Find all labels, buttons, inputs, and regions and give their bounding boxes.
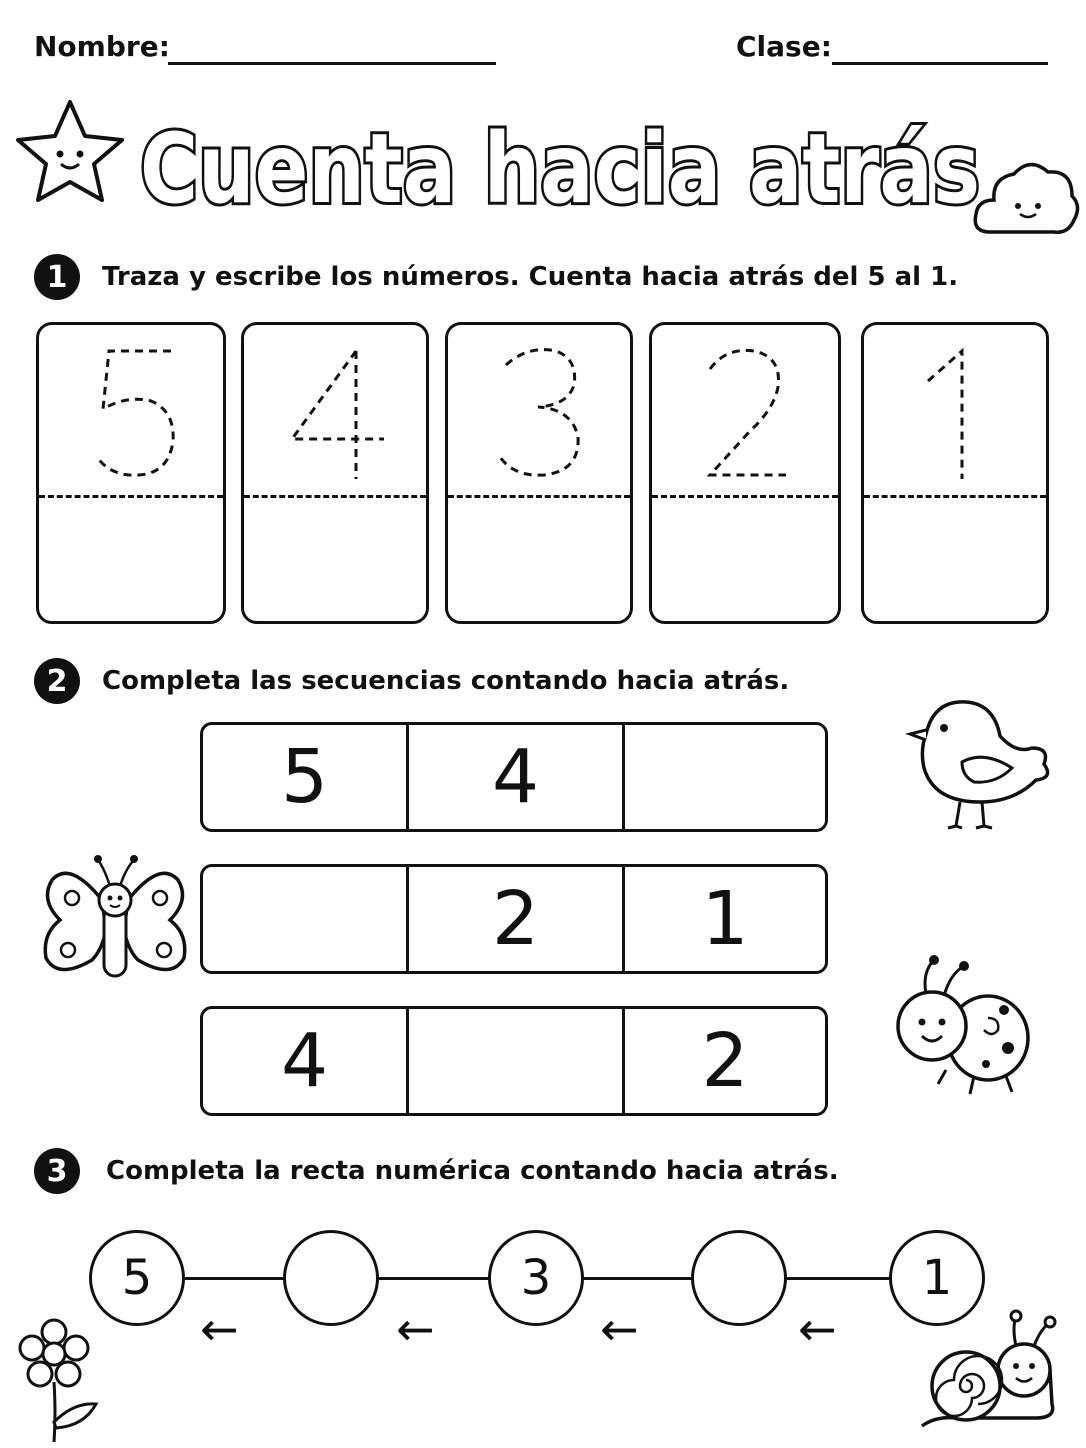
sequence-cell: 2: [622, 1009, 825, 1113]
sequence-row-3: [200, 1006, 828, 1116]
number-circle: 5: [89, 1230, 185, 1326]
sequence-cell: 2: [406, 867, 622, 971]
sequence-blank-cell[interactable]: [622, 725, 825, 829]
name-field[interactable]: [168, 62, 496, 65]
trace-card-1[interactable]: [861, 322, 1049, 624]
sequence-blank-cell[interactable]: [406, 1009, 622, 1113]
sequence-row-2: [200, 864, 828, 974]
flower-icon: [14, 1318, 114, 1444]
section-1-number: 1: [34, 254, 80, 300]
snail-icon: [916, 1308, 1066, 1436]
writing-guideline: [39, 495, 223, 498]
sequence-blank-cell[interactable]: [203, 867, 406, 971]
writing-guideline: [652, 495, 838, 498]
trace-card-2[interactable]: [649, 322, 841, 624]
traced-digit: [864, 325, 1052, 495]
trace-card-3[interactable]: [445, 322, 633, 624]
title-text: Cuenta hacia atrás: [140, 113, 980, 225]
class-field[interactable]: [832, 62, 1048, 65]
sequence-row-1: [200, 722, 828, 832]
section-1-instruction: Traza y escribe los números. Cuenta hacia atrás del 5 al 1.: [102, 262, 959, 292]
sequence-cell: 4: [280, 1018, 329, 1104]
left-arrow-icon: ←: [396, 1302, 435, 1356]
writing-guideline: [864, 495, 1046, 498]
sequence-cell: 4: [406, 725, 622, 829]
left-arrow-icon: ←: [600, 1302, 639, 1356]
page-title: [120, 94, 1000, 234]
section-3-number: 3: [34, 1148, 80, 1194]
traced-digit: [652, 325, 844, 495]
trace-card-4[interactable]: [241, 322, 429, 624]
number-blank-circle[interactable]: [283, 1230, 379, 1326]
left-arrow-icon: ←: [798, 1302, 837, 1356]
number-circle: 3: [488, 1230, 584, 1326]
writing-guideline: [244, 495, 426, 498]
number-blank-circle[interactable]: [691, 1230, 787, 1326]
class-label: Clase:: [736, 30, 832, 63]
cloud-icon: [968, 150, 1084, 250]
star-icon: [10, 96, 130, 208]
section-3-instruction: Completa la recta numérica contando hacia atrás.: [106, 1156, 839, 1186]
sequence-cell: 1: [622, 867, 825, 971]
writing-guideline: [448, 495, 630, 498]
bird-icon: [904, 694, 1054, 834]
section-2-number: 2: [34, 658, 80, 704]
sequence-cell: 5: [280, 734, 329, 820]
name-label: Nombre:: [34, 30, 170, 63]
number-circle: 1: [889, 1230, 985, 1326]
butterfly-icon: [40, 850, 190, 995]
left-arrow-icon: ←: [200, 1302, 239, 1356]
ladybug-icon: [888, 952, 1038, 1102]
traced-digit: [39, 325, 229, 495]
traced-digit: [448, 325, 636, 495]
section-2-instruction: Completa las secuencias contando hacia atrás.: [102, 666, 790, 696]
trace-card-5[interactable]: [36, 322, 226, 624]
traced-digit: [244, 325, 432, 495]
